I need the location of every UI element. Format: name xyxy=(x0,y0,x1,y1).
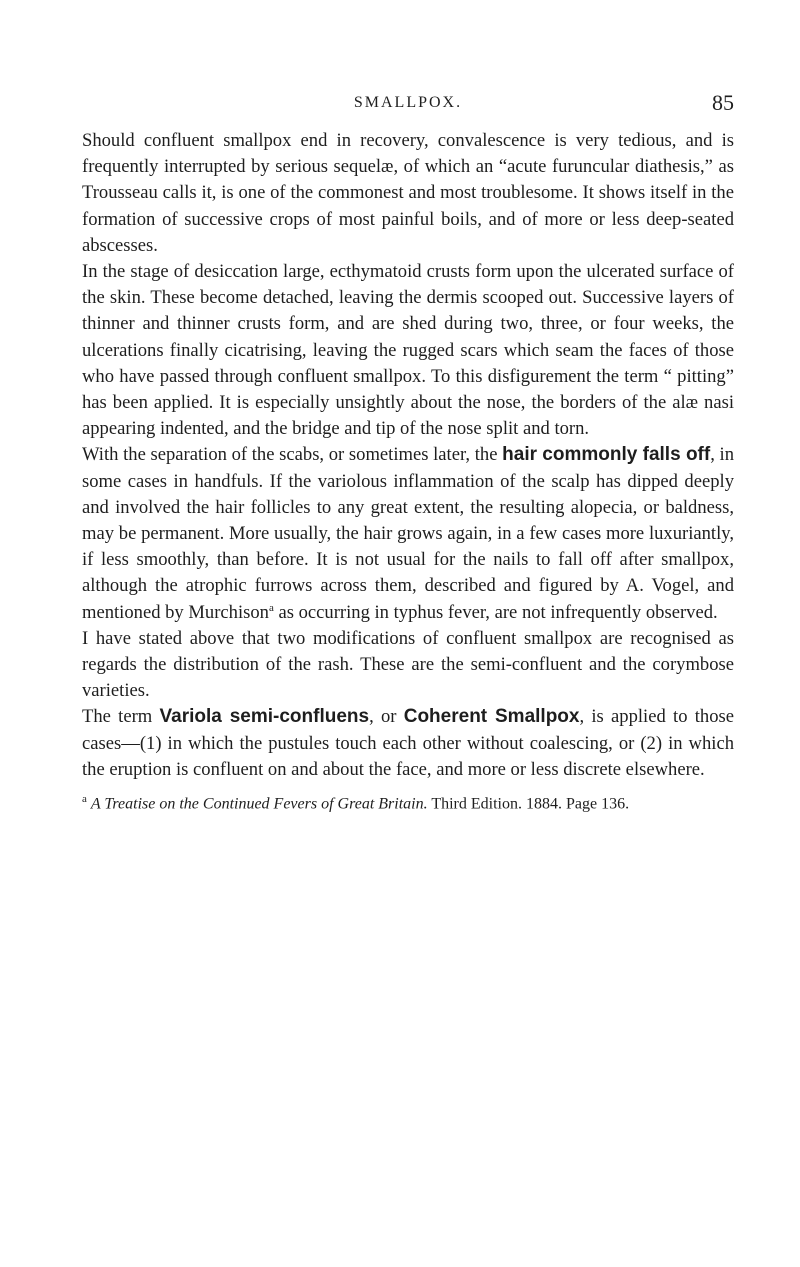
bold-term-variola: Variola semi-confluens xyxy=(159,706,370,728)
paragraph-text: , in some cases in handfuls. If the variolous inflammation of the scalp has dipped deeply and involved the hair follicles to any great extent, the resulting alopecia, or baldness, may be permanent. More usually, the hair grows again, in a few cases more luxuriantly, if less smoothly, than before. It is not usual for the nails to fall off after smallpox, although the atrophic furrows across them, described and figured by A. Vogel, and mentioned by Murchison xyxy=(82,444,735,623)
paragraph-text: The term xyxy=(82,706,160,728)
page-number: 85 xyxy=(712,90,734,115)
paragraph-modifications: I have stated above that two modifications of confluent smallpox are recognised as regards the distribution of the rash. These are the semi-confluent and the corymbose varieties. xyxy=(82,627,734,702)
paragraph-desiccation: In the stage of desiccation large, ecthymatoid crusts form upon the ulcerated surface of the skin. These become detached, leaving the dermis scooped out. Successive layers of thinner and thinner crusts form, and are shed during two, three, or four weeks, the ulcerations finally cicatrising, leaving the rugged scars which seam the faces of those who have passed through confluent smallpox. To this disfigurement the term “ pitting” has been applied. It is especially unsightly about the nose, the borders of the alæ nasi appearing indented, and the bridge and tip of the nose split and torn. xyxy=(82,261,734,440)
paragraph-text: With the separation of the scabs, or sometimes later, the xyxy=(82,444,503,466)
footnote-title: A Treatise on the Continued Fevers of Great Britain. xyxy=(90,795,428,813)
paragraph-variola-semi-confluens xyxy=(82,704,734,783)
paragraph-hair-loss xyxy=(82,442,734,625)
paragraph-text: , is applied to those cases—(1) in which the pustules touch each other without coalescing, or (2) in which the eruption is confluent on and about the face, and more or less discrete elsewhere. xyxy=(82,706,734,780)
footnote-mark: a xyxy=(82,793,87,806)
footnote-reference: a xyxy=(268,601,274,614)
paragraph-text: , or xyxy=(369,706,404,728)
running-title: SMALLPOX. xyxy=(353,94,463,111)
bold-term-coherent: Coherent Smallpox xyxy=(403,706,580,728)
bold-term-hair: hair commonly falls off xyxy=(502,444,711,466)
footnote-citation: Third Edition. 1884. Page 136. xyxy=(427,795,630,813)
book-page xyxy=(82,90,734,814)
paragraph-text: as occurring in typhus fever, are not infrequently observed. xyxy=(273,601,718,623)
paragraph-convalescence: Should confluent smallpox end in recovery, convalescence is very tedious, and is frequently interrupted by serious sequelæ, of which an “acute furuncular diathesis,” as Trousseau calls it, is one of the commonest and most troublesome. It shows itself in the formation of successive crops of most painful boils, and of more or less deep-seated abscesses. xyxy=(82,130,734,256)
running-head xyxy=(82,90,734,120)
footnote xyxy=(82,789,734,814)
